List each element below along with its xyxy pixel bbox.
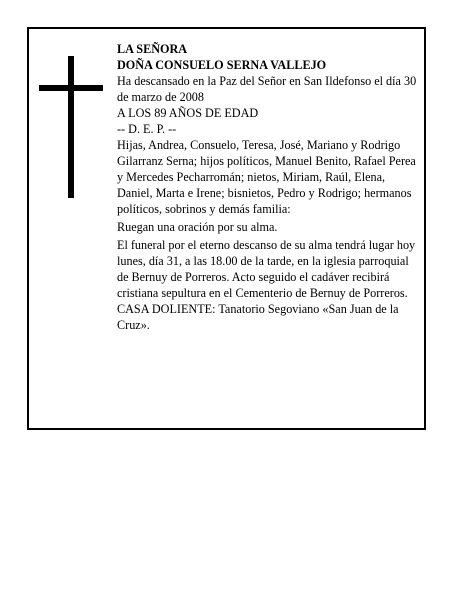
cross-vertical-bar: [68, 56, 74, 198]
cross-horizontal-bar: [39, 85, 103, 91]
age-line: A LOS 89 AÑOS DE EDAD: [117, 106, 259, 120]
notice-title: LA SEÑORA: [117, 42, 188, 56]
obituary-notice: [27, 27, 426, 430]
prayer-request: Ruegan una oración por su alma.: [117, 220, 278, 234]
deceased-name: DOÑA CONSUELO SERNA VALLEJO: [117, 58, 327, 72]
notice-text: [117, 41, 421, 333]
latin-cross-icon: [39, 56, 103, 198]
mourning-house: CASA DOLIENTE: Tanatorio Segoviano «San Juan de la Cruz».: [117, 302, 399, 332]
rip-line: -- D. E. P. --: [117, 122, 177, 136]
family-list: Hijas, Andrea, Consuelo, Teresa, José, Mariano y Rodrigo Gilarranz Serna; hijos políticos, Manuel Benito, Rafael Perea y Mercedes Pecharromán; nietos, Miriam, Raúl, Elena, Daniel, Marta e Irene; bisnietos, Pedro y Rodrigo; hermanos políticos, sobrinos y demás familia:: [117, 138, 416, 216]
funeral-details: El funeral por el eterno descanso de su alma tendrá lugar hoy lunes, día 31, a las 18.00 de la tarde, en la iglesia parroquial de Bernuy de Porreros. Acto seguido el cadáver recibirá cristiana sepultura en el Cementerio de Bernuy de Porreros.: [117, 238, 416, 300]
death-statement: Ha descansado en la Paz del Señor en San Ildefonso el día 30 de marzo de 2008: [117, 74, 417, 104]
